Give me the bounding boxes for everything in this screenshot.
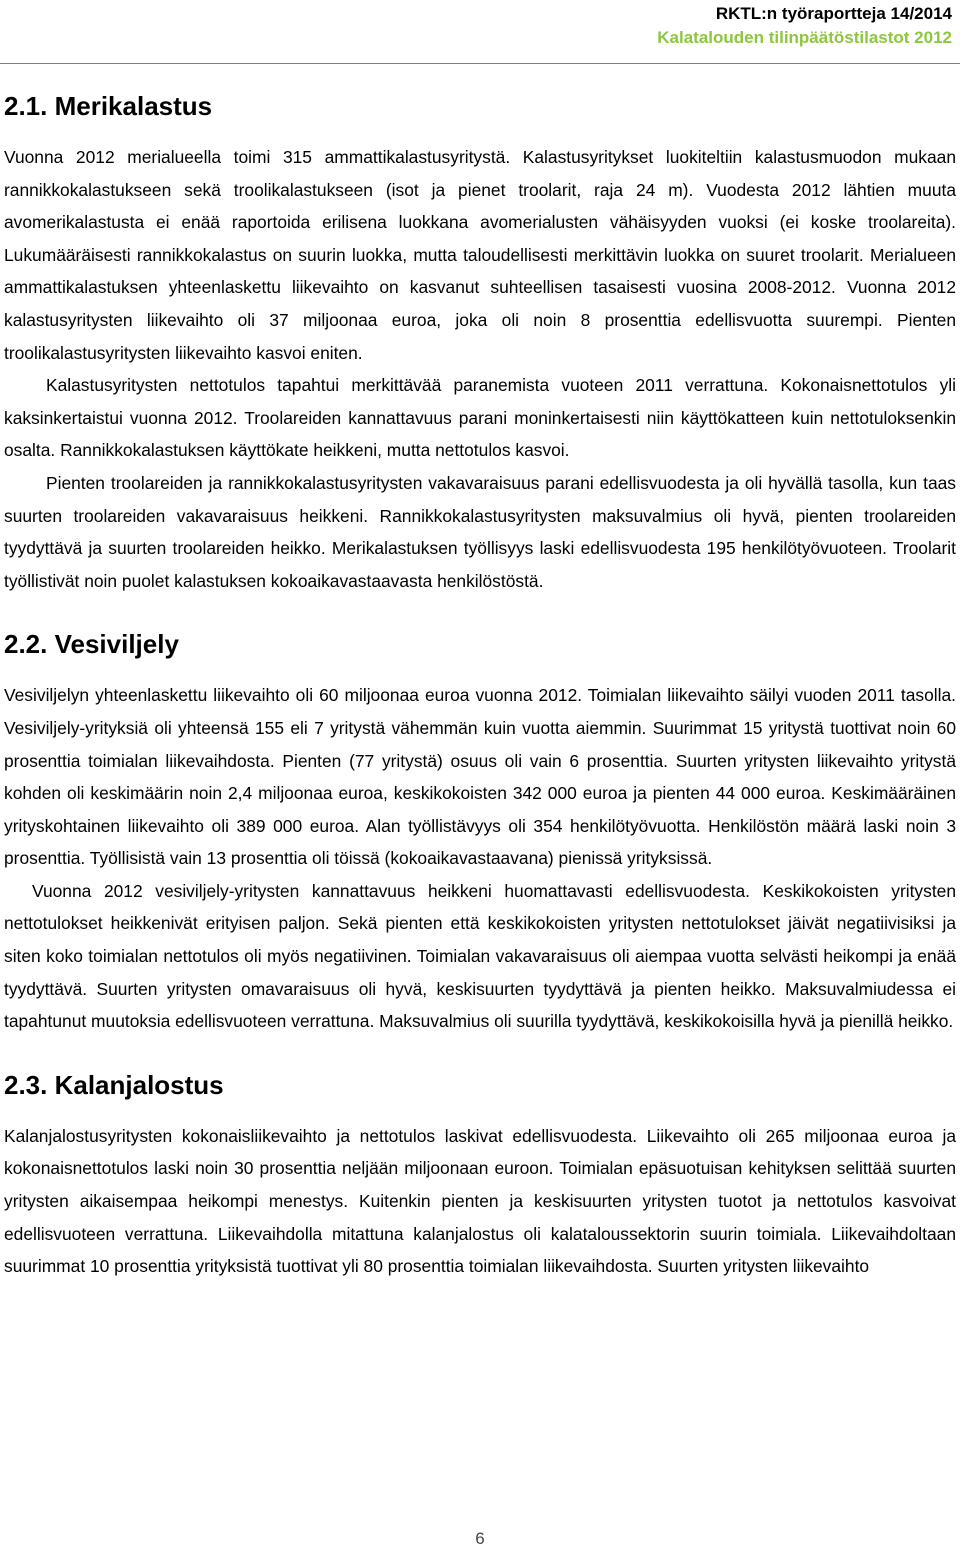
page-number: 6 <box>475 1529 485 1548</box>
header-divider <box>0 63 960 64</box>
running-header <box>657 2 952 50</box>
page-body <box>4 84 956 1283</box>
report-series: RKTL:n työraportteja 14/2014 <box>715 4 952 23</box>
paragraph: Vuonna 2012 vesiviljely-yritysten kannattavuus heikkeni huomattavasti edellisvuodesta. Keskikokoisten yritysten nettotulokset heikkenivät erityisen paljon. Sekä pienten että keskikokoisten yritysten nettotulokset jäivät negatiivisiksi ja siten koko toimialan nettotulos oli myös negatiivinen. Toimialan vakavaraisuus oli aiempaa vuotta selvästi heikompi ja enää tyydyttävä. Suurten yritysten omavaraisuus oli hyvä, keskisuurten tyydyttävä ja pienten heikko. Maksuvalmiudessa ei tapahtunut muutoksia edellisvuoteen verrattuna. Maksuvalmius oli suurilla tyydyttävä, keskikokoisilla hyvä ja pienillä heikko. <box>4 880 956 1032</box>
section-heading-merikalastus: 2.1. Merikalastus <box>4 91 213 121</box>
paragraph: Vesiviljelyn yhteenlaskettu liikevaihto oli 60 miljoonaa euroa vuonna 2012. Toimialan liikevaihto säilyi vuoden 2011 tasolla. Vesiviljely-yrityksiä oli yhteensä 155 eli 7 yritystä vähemmän kuin vuotta aiemmin. Suurimmat 15 yritystä tuottivat noin 60 prosenttia toimialan liikevaihdosta. Pienten (77 yritystä) osuus oli vain 6 prosenttia. Suurten yritysten liikevaihto yritystä kohden oli keskimäärin noin 2,4 miljoonaa euroa, keskikokoisten 342 000 euroa ja pienten 44 000 euroa. Keskimääräinen yrityskohtainen liikevaihto oli 389 000 euroa. Alan työllistävyys oli 354 henkilötyövuotta. Henkilöstön määrä laski noin 3 prosenttia. Työllisistä vain 13 prosenttia oli töissä (kokoaikavastaavana) pienissä yrityksissä. <box>4 685 956 869</box>
section-heading-vesiviljely: 2.2. Vesiviljely <box>4 629 179 660</box>
paragraph: Vuonna 2012 merialueella toimi 315 ammattikalastusyritystä. Kalastusyritykset luokiteltiin kalastusmuodon mukaan rannikkokalastukseen sekä troolikalastukseen (isot ja pienet troolarit, raja 24 m). Vuodesta 2012 lähtien muuta avomerikalastusta ei enää raportoida erilisena luokkana avomerialusten vähäisyyden vuoksi (ei koske troolareita). Lukumääräisesti rannikkokalastus on suurin luokka, mutta taloudellisesti merkittävin luokka on suuret troolarit. Merialueen ammattikalastuksen yhteenlaskettu liikevaihto on kasvanut suhteellisen tasaisesti vuosina 2008-2012. Vuonna 2012 kalastusyritysten liikevaihto oli 37 miljoonaa euroa, joka oli noin 8 prosenttia edellisvuotta suurempi. Pienten troolikalastusyritysten liikevaihto kasvoi eniten. <box>4 147 956 363</box>
report-title: Kalatalouden tilinpäätöstilastot 2012 <box>657 28 952 47</box>
paragraph: Kalanjalostusyritysten kokonaisliikevaihto ja nettotulos laskivat edellisvuodesta. Liikevaihto oli 265 miljoonaa euroa ja kokonaisnettotulos laski noin 30 prosenttia neljään miljoonaan euroon. Toimialan epäsuotuisan kehityksen selittää suurten yritysten aikaisempaa heikompi menestys. Kuitenkin pienten ja keskisuurten yritysten tuotot ja nettotulos kasvoivat edellisvuoteen verrattuna. Liikevaihdolla mitattuna kalanjalostus oli kalataloussektorin suurin toimiala. Liikevaihdoltaan suurimmat 10 prosenttia yrityksistä tuottivat yli 80 prosenttia toimialan liikevaihdosta. Suurten yritysten liikevaihto <box>4 1125 956 1277</box>
section-heading-kalanjalostus: 2.3. Kalanjalostus <box>4 1069 224 1100</box>
paragraph: Kalastusyritysten nettotulos tapahtui merkittävää paranemista vuoteen 2011 verrattuna. Kokonaisnettotulos yli kaksinkertaistui vuonna 2012. Troolareiden kannattavuus parani moninkertaisesti niin käyttökatteen kuin nettotuloksenkin osalta. Rannikkokalastuksen käyttökate heikkeni, mutta nettotulos kasvoi. <box>4 375 956 461</box>
paragraph: Pienten troolareiden ja rannikkokalastusyritysten vakavaraisuus parani edellisvuodesta ja oli hyvällä tasolla, kun taas suurten troolareiden vakavaraisuus heikkeni. Rannikkokalastusyritysten maksuvalmius oli hyvä, pienten troolareiden tyydyttävä ja suurten troolareiden heikko. Merikalastuksen työllisyys laski edellisvuodesta 195 henkilötyövuoteen. Troolarit työllistivät noin puolet kalastuksen kokoaikavastaavasta henkilöstöstä. <box>4 472 956 591</box>
